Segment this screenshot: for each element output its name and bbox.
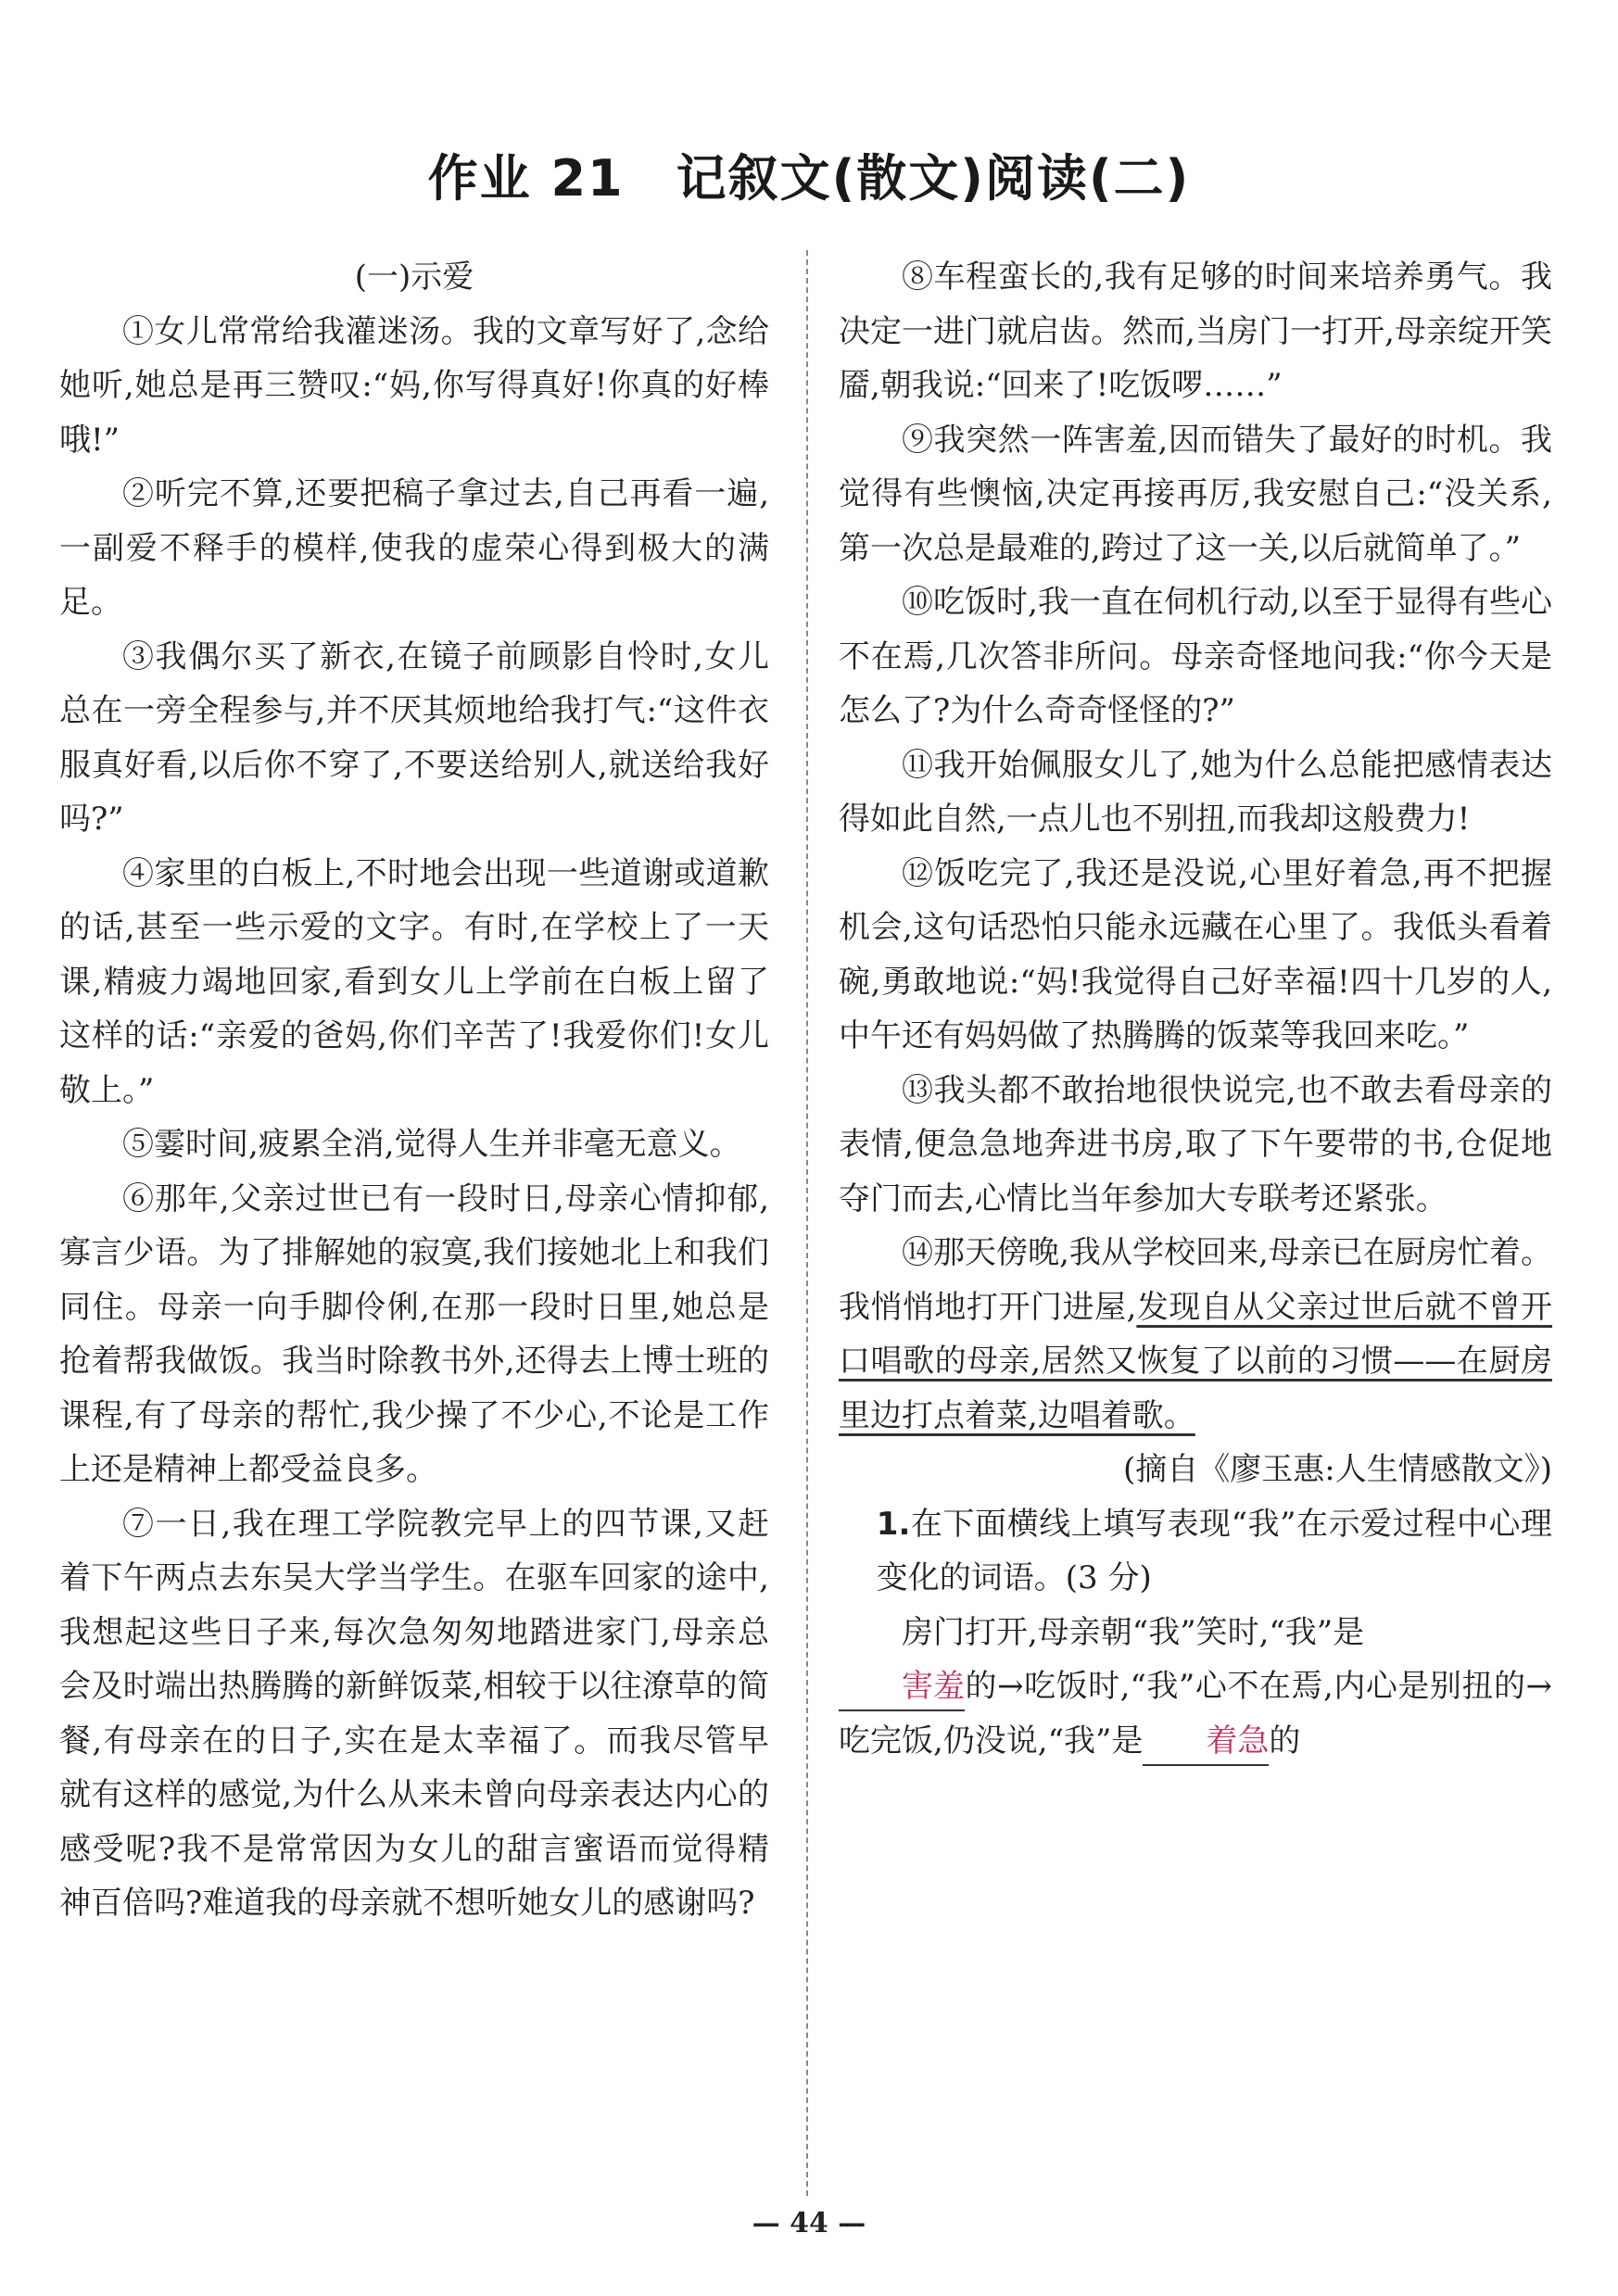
answer-line-end: 的 [1269, 1722, 1301, 1760]
question-text: 在下面横线上填写表现“我”在示爱过程中心理变化的词语。(3 分) [876, 1505, 1552, 1596]
paragraph-6: ⑥那年,父亲过世已有一段时日,母亲心情抑郁,寡言少语。为了排解她的寂寞,我们接她北上和我们同住。母亲一向手脚伶俐,在那一段时日里,她总是抢着帮我做饭。我当时除教书外,还得去上博士班的课程,有了母亲的帮忙,我少操了不少心,不论是工作上还是精神上都受益良多。 [59, 1180, 769, 1488]
paragraph-1: ①女儿常常给我灌迷汤。我的文章写好了,念给她听,她总是再三赞叹:“妈,你写得真好!你真的好棒哦!” [59, 312, 769, 459]
answer-line-mid: 的→吃饭时,“我”心不在焉,内心是别扭的→吃完饭,仍没说,“我”是 [839, 1668, 1552, 1760]
paragraph-4: ④家里的白板上,不时地会出现一些道谢或道歉的话,甚至一些示爱的文字。有时,在学校上了一天课,精疲力竭地回家,看到女儿上学前在白板上留了这样的话:“亲爱的爸妈,你们辛苦了!我爱你们!女儿敬上。” [59, 854, 769, 1109]
question-1 [839, 1497, 1552, 1606]
question-number: 1. [876, 1505, 911, 1543]
paragraph-2: ②听完不算,还要把稿子拿过去,自己再看一遍,一副爱不释手的模样,使我的虚荣心得到极大的满足。 [59, 475, 769, 621]
right-column [839, 250, 1552, 1768]
paragraph-12: ⑫饭吃完了,我还是没说,心里好着急,再不把握机会,这句话恐怕只能永远藏在心里了。我低头看着碗,勇敢地说:“妈!我觉得自己好幸福!四十几岁的人,中午还有妈妈做了热腾腾的饭菜等我回来吃。” [839, 854, 1552, 1054]
paragraph-13: ⑬我头都不敢抬地很快说完,也不敢去看母亲的表情,便急急地奔进书房,取了下午要带的书,仓促地夺门而去,心情比当年参加大专联考还紧张。 [839, 1071, 1552, 1217]
paragraph-9: ⑨我突然一阵害羞,因而错失了最好的时机。我觉得有些懊恼,决定再接再厉,我安慰自己:“没关系,第一次总是最难的,跨过了这一关,以后就简单了。” [839, 421, 1552, 567]
paragraph-3: ③我偶尔买了新衣,在镜子前顾影自怜时,女儿总在一旁全程参与,并不厌其烦地给我打气:“这件衣服真好看,以后你不穿了,不要送给别人,就送给我好吗?” [59, 637, 769, 838]
answer-line-start: 房门打开,母亲朝“我”笑时,“我”是 [902, 1613, 1365, 1651]
underlined-sentence: 发现自从父亲过世后就不曾开口唱歌的母亲,居然又恢复了以前的习惯——在厨房里边打点着菜,边唱着歌。 [839, 1288, 1553, 1434]
page-number: — 44 — [752, 2207, 866, 2239]
page-title: 作业 21 记叙文(散文)阅读(二) [427, 149, 1191, 208]
question-1-answer-line [839, 1606, 1552, 1769]
paragraph-11: ⑪我开始佩服女儿了,她为什么总能把感情表达得如此自然,一点儿也不别扭,而我却这般费力! [839, 746, 1552, 838]
section-title: (一)示爱 [354, 259, 474, 296]
left-column [59, 250, 769, 1931]
paragraph-7: ⑦一日,我在理工学院教完早上的四节课,又赶着下午两点去东吴大学当学生。在驱车回家的途中,我想起这些日子来,每次急匆匆地踏进家门,母亲总会及时端出热腾腾的新鲜饭菜,相较于以往潦草的简餐,有母亲在的日子,实在是太幸福了。而我尽管早就有这样的感觉,为什么从来未曾向母亲表达内心的感受呢?我不是常常因为女儿的甜言蜜语而觉得精神百倍吗?难道我的母亲就不想听她女儿的感谢吗? [59, 1505, 769, 1922]
paragraph-14-text: ⑭那天傍晚,我从学校回来,母亲已在厨房忙着。我悄悄地打开门进屋, [839, 1234, 1552, 1326]
column-divider [806, 250, 808, 2196]
paragraph-5: ⑤霎时间,疲累全消,觉得人生并非毫无意义。 [122, 1126, 741, 1163]
answer-blank-2[interactable]: 着急 [1143, 1718, 1269, 1766]
paragraph-8: ⑧车程蛮长的,我有足够的时间来培养勇气。我决定一进门就启齿。然而,当房门一打开,母亲绽开笑靥,朝我说:“回来了!吃饭啰……” [839, 259, 1552, 404]
paragraph-14 [839, 1226, 1552, 1443]
paragraph-10: ⑩吃饭时,我一直在伺机行动,以至于显得有些心不在焉,几次答非所问。母亲奇怪地问我:“你今天是怎么了?为什么奇奇怪怪的?” [839, 584, 1552, 729]
source-citation: (摘自《廖玉惠:人生情感散文》) [1123, 1451, 1552, 1488]
answer-blank-1[interactable]: 害羞 [839, 1663, 965, 1711]
